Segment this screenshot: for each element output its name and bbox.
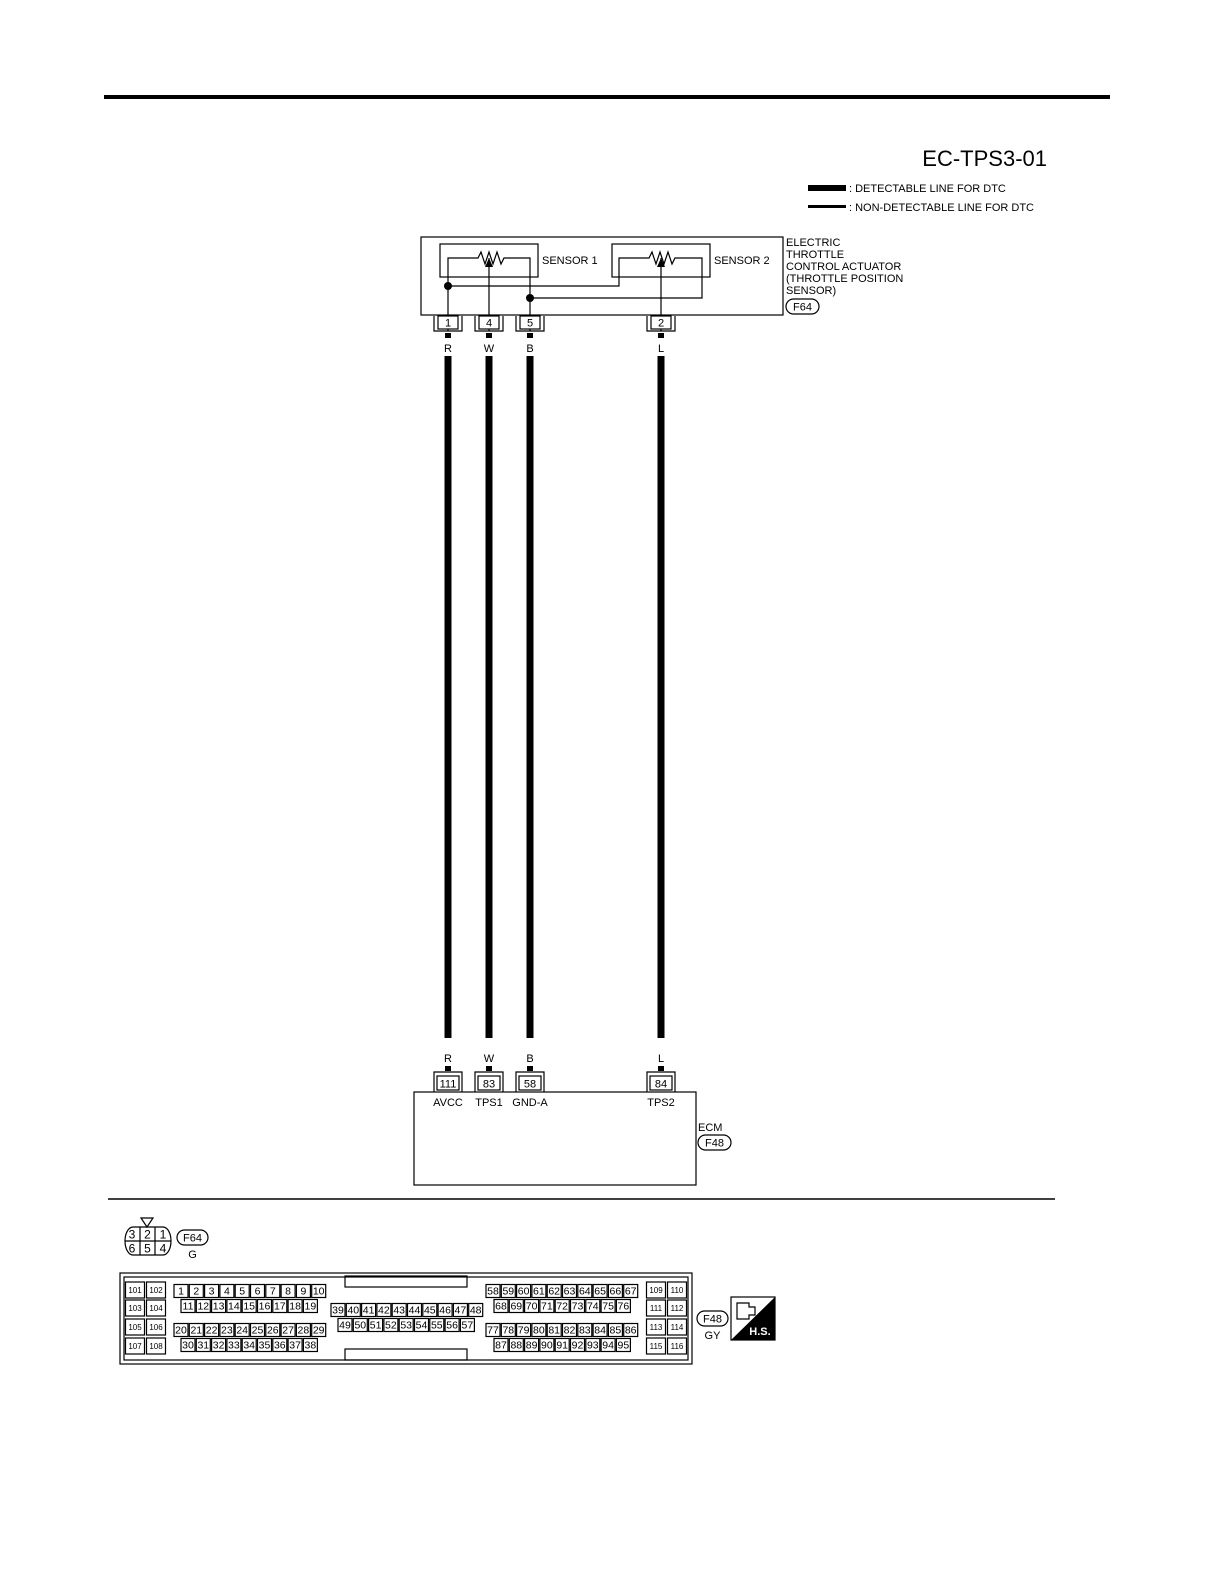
f48-cavity-number: 104 [149,1304,163,1313]
f48-cavity-number: 111 [649,1304,663,1313]
f48-cavity-number: 44 [408,1304,421,1317]
f48-cavity-number: 89 [525,1339,538,1352]
f48-badge-id: F48 [703,1313,722,1326]
f48-cavity-number: 29 [312,1324,325,1337]
f48-cavity-number: 113 [649,1323,663,1332]
f48-connector-view [120,1273,728,1364]
f48-cavity-number: 110 [670,1286,684,1295]
f48-cavity-number: 46 [439,1304,451,1317]
f48-cavity-number: 114 [670,1323,684,1332]
f48-cavity-number: 41 [362,1304,375,1317]
top-pin-number: 1 [444,317,452,330]
f64-cavity-number: 1 [159,1227,167,1242]
f48-cavity-number: 28 [297,1324,310,1337]
f48-cavity-number: 59 [502,1285,515,1298]
f48-cavity-number: 21 [190,1324,203,1337]
f48-cavity-number: 82 [563,1324,576,1337]
f48-cavity-number: 108 [149,1342,163,1351]
f48-cavity-number: 106 [149,1323,163,1332]
f48-cavity-number: 8 [285,1285,292,1298]
wire-color-label: B [526,1053,534,1065]
f48-cavity-number: 70 [525,1300,538,1313]
f48-cavity-grid [126,1282,687,1354]
f48-cavity-number: 67 [624,1285,637,1298]
f48-cavity-number: 64 [578,1285,591,1298]
f48-cavity-number: 30 [182,1339,194,1352]
f48-cavity-number: 5 [239,1285,246,1298]
wire-circuit [647,316,675,1109]
legend-thick-line [808,185,846,191]
f64-cavity-number: 2 [144,1227,151,1242]
wire-color-label: L [657,1053,665,1065]
f48-cavity-number: 34 [243,1339,256,1352]
f48-cavity-number: 15 [243,1300,256,1313]
bottom-pin-number: 84 [654,1078,668,1091]
pin-stub [658,1066,664,1071]
ecm-signal-label: TPS1 [475,1097,503,1109]
f64-badge-id: F64 [183,1232,202,1245]
ecm-signal-label: GND-A [512,1097,548,1109]
pin-stub [445,1066,451,1071]
sensor1-label: SENSOR 1 [542,255,598,267]
pin-stub [527,333,533,338]
ecm-connector-id: F48 [705,1137,724,1150]
f48-cavity-number: 76 [617,1300,630,1313]
f48-cavity-number: 103 [128,1304,142,1313]
f48-cavity-number: 39 [332,1304,344,1317]
f48-cavity-number: 68 [495,1300,507,1313]
f48-cavity-number: 14 [228,1300,240,1313]
actuator-label-line: ELECTRIC [786,237,841,249]
legend-non-detectable-text: : NON-DETECTABLE LINE FOR DTC [849,202,1034,214]
f48-cavity-number: 55 [430,1319,443,1332]
f48-cavity-number: 48 [469,1304,482,1317]
f48-cavity-number: 17 [273,1300,286,1313]
wire-circuit [433,316,463,1109]
f48-cavity-number: 62 [548,1285,561,1298]
f48-cavity-number: 18 [289,1300,301,1313]
f48-cavity-number: 94 [602,1339,614,1352]
f48-cavity-number: 20 [175,1324,187,1337]
f48-cavity-number: 112 [670,1304,684,1313]
legend-thin-line [808,205,846,208]
ecm-signal-label: AVCC [433,1097,463,1109]
f48-cavity-number: 37 [289,1339,301,1352]
f48-cavity-number: 86 [624,1324,637,1337]
wire-color-label: R [444,1053,452,1065]
actuator-box [421,237,783,315]
hs-label: H.S. [749,1326,771,1338]
f48-cavity-number: 3 [208,1285,215,1298]
detectable-wire [658,356,665,1038]
f48-cavity-number: 102 [149,1286,163,1295]
top-pin-number: 4 [485,317,493,330]
f48-cavity-number: 40 [347,1304,360,1317]
f48-cavity-number: 83 [578,1324,591,1337]
f48-cavity-number: 79 [517,1324,530,1337]
f64-color: G [188,1249,197,1261]
f48-cavity-number: 33 [228,1339,240,1352]
legend [808,183,1034,214]
f48-cavity-number: 63 [563,1285,576,1298]
f48-cavity-number: 42 [378,1304,390,1317]
f48-cavity-number: 74 [586,1300,599,1313]
f48-cavity-number: 57 [461,1319,474,1332]
f48-cavity-number: 50 [354,1319,367,1332]
wire-color-label: B [526,343,534,355]
f64-cavity-number: 3 [128,1227,136,1242]
harness-side-symbol [731,1297,775,1340]
f64-cavity-number: 5 [144,1241,151,1256]
f48-cavity-number: 16 [258,1300,271,1313]
wire-color-label: R [444,343,452,355]
f48-cavity-number: 80 [533,1324,545,1337]
pin-stub [658,333,664,338]
sensor2-label: SENSOR 2 [714,255,770,267]
f48-cavity-number: 47 [454,1304,467,1317]
f48-top-key [345,1276,467,1287]
actuator-label-line: THROTTLE [786,249,845,261]
f48-cavity-number: 69 [510,1300,523,1313]
bottom-pin-number: 111 [439,1078,457,1091]
f48-cavity-number: 60 [517,1285,530,1298]
junction-dot-avcc [444,282,452,290]
detectable-wire [486,356,493,1038]
f48-cavity-number: 105 [128,1323,142,1332]
wire-circuit [512,316,548,1109]
actuator-label-line: (THROTTLE POSITION [786,273,904,285]
f48-cavity-number: 77 [487,1324,499,1337]
f48-cavity-number: 56 [446,1319,458,1332]
f48-cavity-number: 24 [236,1324,249,1337]
f48-cavity-number: 6 [254,1285,261,1298]
f48-cavity-number: 109 [649,1286,663,1295]
f48-cavity-number: 91 [556,1339,569,1352]
f48-cavity-number: 107 [128,1342,142,1351]
f48-cavity-number: 92 [571,1339,584,1352]
f48-color: GY [704,1330,721,1342]
pin-stub [527,1066,533,1071]
f48-cavity-number: 35 [258,1339,271,1352]
f48-cavity-number: 93 [586,1339,599,1352]
f48-cavity-number: 19 [304,1300,317,1313]
f48-cavity-number: 53 [400,1319,413,1332]
diagram-id: EC-TPS3-01 [922,146,1047,171]
f48-cavity-number: 25 [251,1324,264,1337]
pin-stub [445,333,451,338]
f48-cavity-number: 32 [212,1339,225,1352]
f48-cavity-number: 1 [178,1285,184,1298]
f48-cavity-number: 58 [487,1285,499,1298]
f48-cavity-number: 73 [571,1300,584,1313]
f48-cavity-number: 88 [510,1339,523,1352]
header-rule [104,95,1110,99]
f48-cavity-number: 12 [197,1300,210,1313]
wire-color-label: W [483,1053,495,1065]
top-pin-number: 5 [526,317,534,330]
f64-connector-view [125,1218,208,1261]
f48-cavity-number: 90 [541,1339,553,1352]
f48-cavity-number: 9 [300,1285,307,1298]
ecm-signal-label: TPS2 [647,1097,675,1109]
f48-cavity-number: 65 [594,1285,606,1298]
wires [433,316,675,1109]
pin-stub [486,333,492,338]
bottom-pin-number: 58 [523,1078,537,1091]
f48-cavity-number: 66 [609,1285,622,1298]
f64-lock-tab [141,1218,153,1227]
top-pin-number: 2 [657,317,665,330]
f48-cavity-number: 116 [670,1342,684,1351]
f64-cavity-number: 4 [159,1241,167,1256]
f48-cavity-number: 26 [266,1324,279,1337]
f48-cavity-number: 4 [223,1285,230,1298]
bottom-pin-number: 83 [482,1078,496,1091]
f48-cavity-number: 84 [594,1324,606,1337]
wire-color-label: L [657,343,665,355]
junction-dot-gnd [526,294,534,302]
f48-cavity-number: 52 [385,1319,397,1332]
f48-cavity-number: 23 [221,1324,233,1337]
f48-cavity-number: 51 [369,1319,382,1332]
f48-cavity-number: 115 [649,1342,663,1351]
f48-cavity-number: 38 [304,1339,317,1352]
f48-cavity-number: 31 [197,1339,210,1352]
actuator-label [786,237,903,314]
f48-cavity-number: 13 [212,1300,225,1313]
actuator-label-line: CONTROL ACTUATOR [786,261,902,273]
f48-cavity-number: 61 [533,1285,545,1298]
f48-cavity-number: 11 [182,1300,194,1313]
f48-cavity-number: 49 [339,1319,351,1332]
f48-cavity-number: 81 [548,1324,561,1337]
f48-cavity-number: 7 [269,1285,276,1298]
f48-cavity-number: 72 [556,1300,569,1313]
f48-cavity-number: 10 [312,1285,325,1298]
pin-stub [486,1066,492,1071]
f48-cavity-number: 71 [541,1300,553,1313]
actuator-label-line: SENSOR) [786,285,837,297]
f48-cavity-number: 2 [193,1285,200,1298]
f48-cavity-number: 87 [495,1339,507,1352]
wire-circuit [475,316,503,1109]
f64-cavity-number: 6 [128,1241,136,1256]
f48-cavity-number: 101 [128,1286,142,1295]
f48-bottom-key [345,1349,467,1360]
wire-color-label: W [483,343,495,355]
f48-cavity-number: 95 [617,1339,630,1352]
actuator-connector-id: F64 [793,301,812,314]
f48-cavity-number: 22 [205,1324,218,1337]
legend-detectable-text: : DETECTABLE LINE FOR DTC [849,183,1006,195]
f48-cavity-number: 43 [393,1304,406,1317]
f48-cavity-number: 27 [282,1324,294,1337]
detectable-wire [527,356,534,1038]
ecm-label: ECM [698,1122,723,1134]
f48-cavity-number: 75 [602,1300,614,1313]
f48-cavity-number: 54 [415,1319,428,1332]
detectable-wire [445,356,452,1038]
f48-cavity-number: 45 [423,1304,436,1317]
f48-cavity-number: 85 [609,1324,622,1337]
f48-cavity-number: 36 [273,1339,286,1352]
f48-cavity-number: 78 [502,1324,515,1337]
